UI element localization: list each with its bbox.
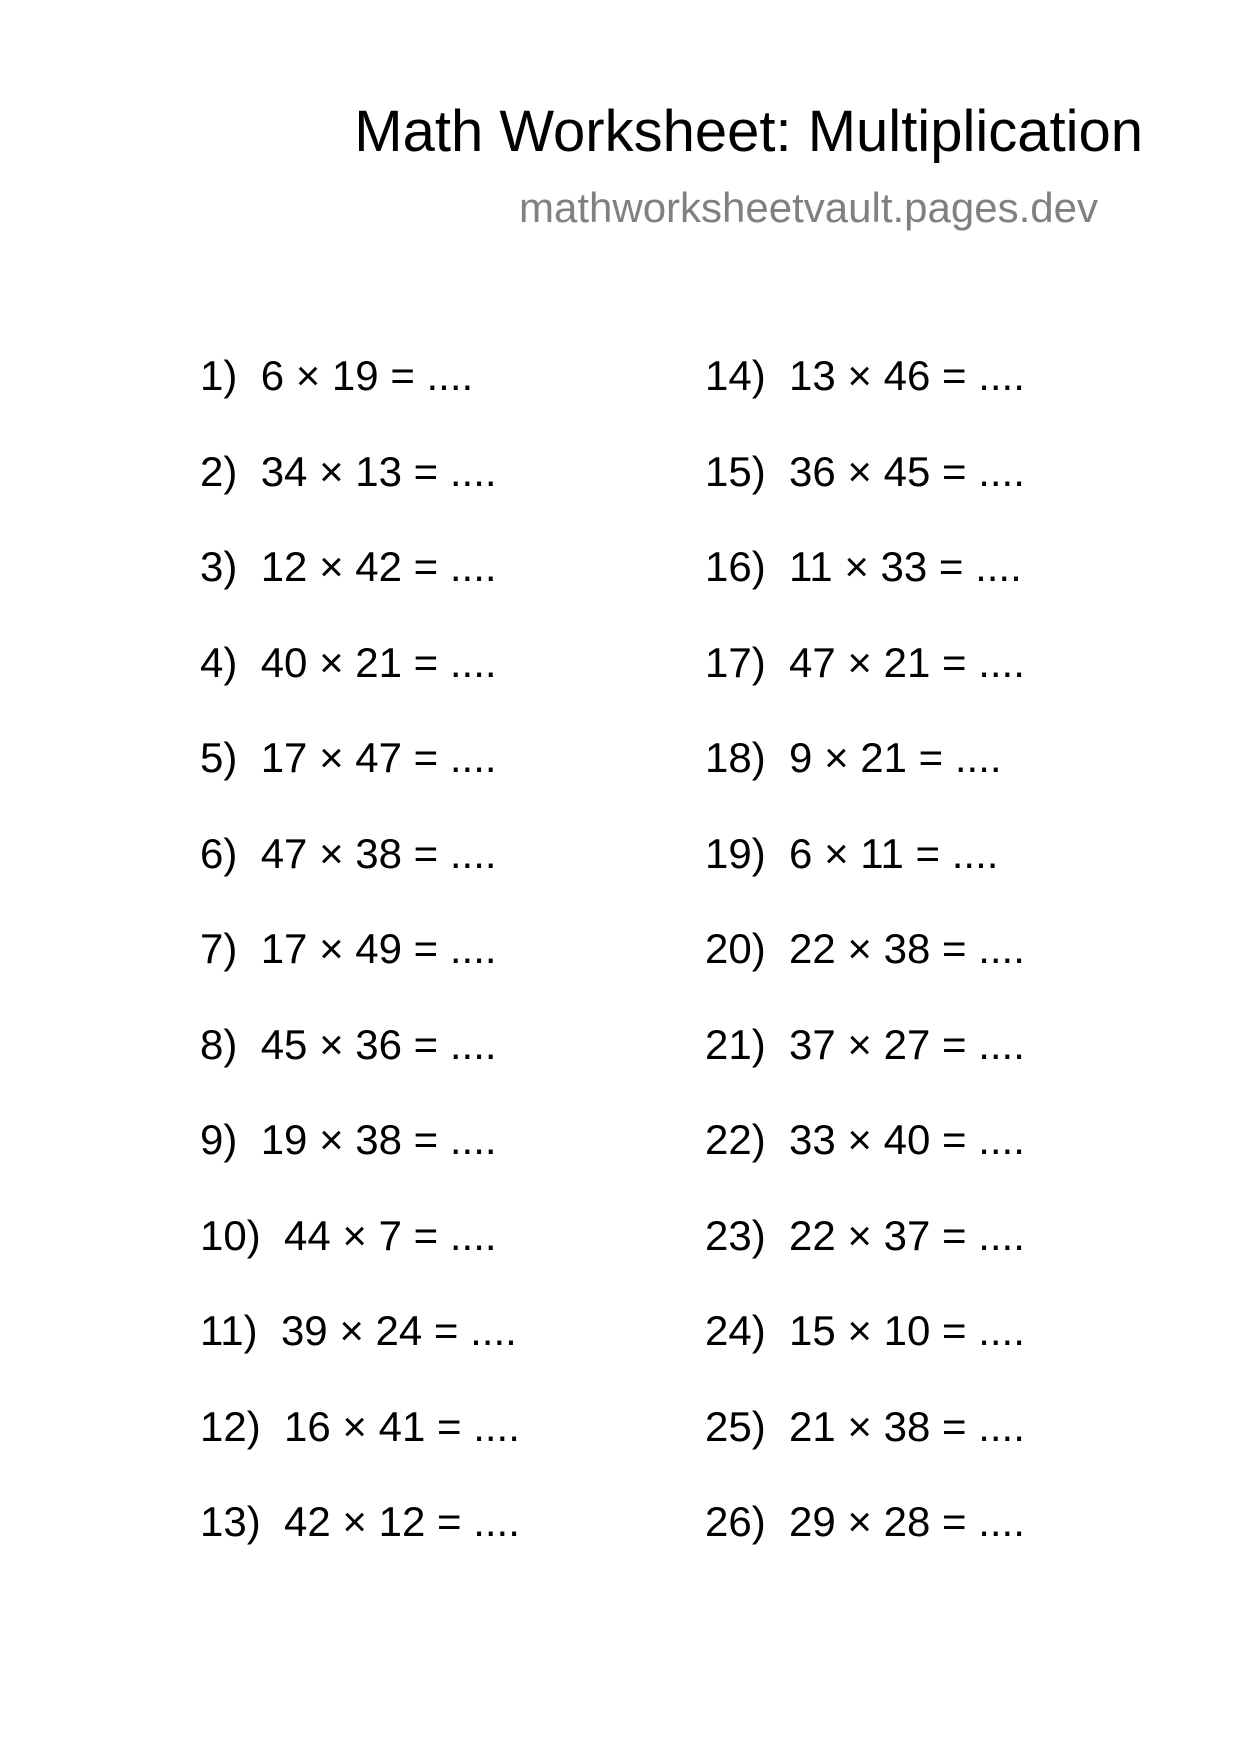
problem-item (200, 1019, 520, 1115)
problem-number: 13) (200, 1498, 261, 1545)
problem-number: 2) (200, 447, 238, 495)
problem-expression: 36 × 45 = .... (789, 447, 1025, 495)
problem-column-left (200, 350, 520, 1592)
problem-number: 12) (200, 1402, 261, 1450)
problem-item (705, 541, 1025, 637)
problem-number: 5) (200, 734, 238, 781)
problem-item (705, 1496, 1025, 1592)
problem-item (200, 350, 520, 446)
problem-item (705, 637, 1025, 733)
problem-expression: 6 × 11 = .... (789, 829, 999, 877)
problem-number: 15) (705, 447, 766, 495)
problem-item (200, 828, 520, 924)
problem-number: 6) (200, 829, 238, 877)
problem-number: 9) (200, 1116, 238, 1163)
problem-expression: 22 × 38 = .... (789, 925, 1025, 972)
problem-item (705, 1305, 1025, 1401)
problem-item (200, 1496, 520, 1592)
problem-item (200, 732, 520, 828)
problem-item (705, 732, 1025, 828)
problem-expression: 34 × 13 = .... (260, 447, 497, 495)
problem-item (705, 1019, 1025, 1115)
problem-number: 24) (705, 1307, 766, 1354)
problem-number: 18) (705, 734, 766, 781)
problem-expression: 39 × 24 = .... (280, 1307, 517, 1354)
problem-item (200, 541, 520, 637)
problem-expression: 9 × 21 = .... (789, 734, 1002, 781)
problem-number: 20) (705, 925, 766, 972)
problem-number: 25) (705, 1402, 766, 1450)
problem-number: 19) (705, 829, 766, 877)
problem-expression: 11 × 33 = .... (789, 543, 1022, 590)
problem-item (705, 923, 1025, 1019)
problem-item (200, 1210, 520, 1306)
problem-expression: 29 × 28 = .... (789, 1498, 1025, 1545)
problem-expression: 17 × 47 = .... (260, 734, 497, 781)
worksheet-title: Math Worksheet: Multiplication (354, 99, 1143, 164)
problem-expression: 40 × 21 = .... (260, 638, 497, 686)
problem-number: 17) (705, 638, 766, 686)
problem-number: 1) (200, 352, 238, 399)
problem-item (705, 350, 1025, 446)
problem-number: 7) (200, 925, 238, 972)
problem-number: 21) (705, 1020, 766, 1068)
problem-expression: 44 × 7 = .... (284, 1211, 497, 1259)
problem-expression: 33 × 40 = .... (789, 1116, 1025, 1163)
problem-expression: 21 × 38 = .... (789, 1402, 1025, 1450)
problem-expression: 47 × 38 = .... (260, 829, 497, 877)
problem-expression: 16 × 41 = .... (284, 1402, 520, 1450)
problem-number: 23) (705, 1211, 766, 1259)
problem-number: 8) (200, 1020, 238, 1068)
problem-item (705, 1114, 1025, 1210)
problem-item (705, 1210, 1025, 1306)
problem-expression: 45 × 36 = .... (260, 1020, 497, 1068)
problem-item (200, 1114, 520, 1210)
problem-expression: 22 × 37 = .... (789, 1211, 1025, 1259)
problem-item (200, 1401, 520, 1497)
problem-item (705, 828, 1025, 924)
problem-number: 22) (705, 1116, 766, 1163)
problem-column-right (705, 350, 1025, 1592)
problem-item (200, 637, 520, 733)
problem-expression: 19 × 38 = .... (260, 1116, 497, 1163)
site-url: mathworksheetvault.pages.dev (519, 184, 1098, 231)
problem-item (200, 446, 520, 542)
problem-expression: 15 × 10 = .... (789, 1307, 1025, 1354)
problem-number: 26) (705, 1498, 766, 1545)
problem-number: 10) (200, 1211, 261, 1259)
problem-item (705, 1401, 1025, 1497)
problem-expression: 13 × 46 = .... (789, 352, 1025, 399)
problem-number: 14) (705, 352, 766, 399)
problem-number: 11) (200, 1307, 258, 1354)
problem-item (200, 1305, 520, 1401)
problem-expression: 37 × 27 = .... (789, 1020, 1025, 1068)
problem-item (705, 446, 1025, 542)
problem-expression: 17 × 49 = .... (260, 925, 497, 972)
problem-expression: 47 × 21 = .... (789, 638, 1025, 686)
problem-number: 3) (200, 543, 238, 590)
problem-number: 16) (705, 543, 766, 590)
problem-expression: 12 × 42 = .... (260, 543, 497, 590)
problem-item (200, 923, 520, 1019)
problem-number: 4) (200, 638, 238, 686)
problem-expression: 6 × 19 = .... (260, 352, 474, 399)
problem-expression: 42 × 12 = .... (284, 1498, 520, 1545)
